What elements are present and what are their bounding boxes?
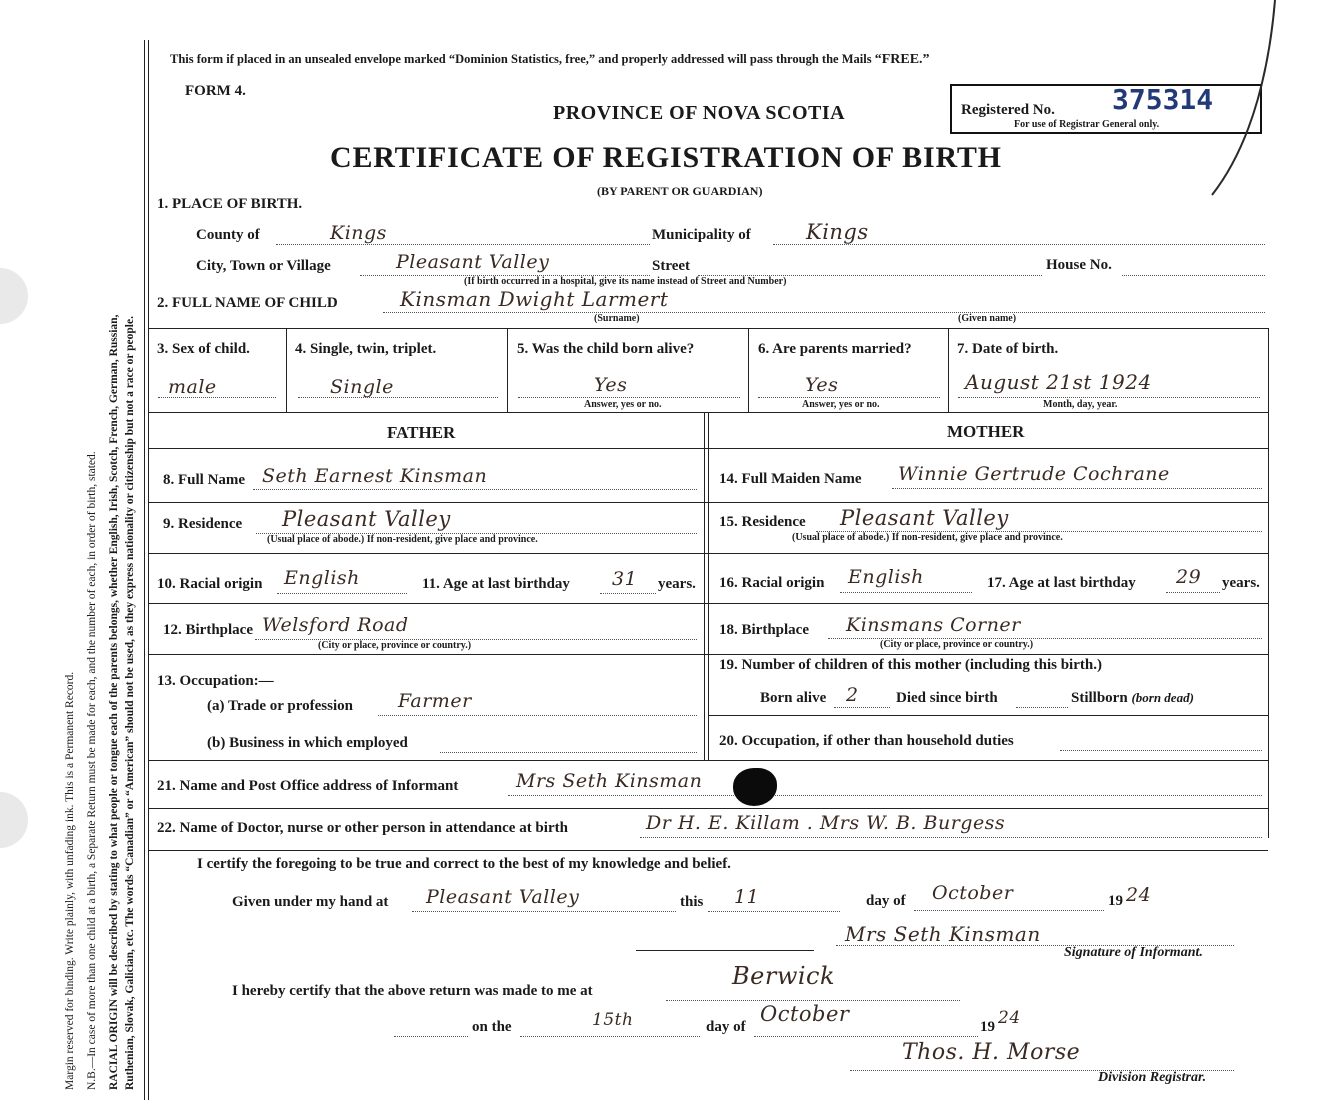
county-label: County of (196, 227, 260, 243)
ink-blot (733, 768, 777, 806)
form-left-border (144, 40, 145, 1100)
mother-residence-value: Pleasant Valley (840, 506, 1009, 530)
margin-note-multiple-births: N.B.—In case of more than one child at a birth, a Separate Return must be made for each, and the number of each, in order of birth, stated. (86, 451, 98, 1090)
given-at-label: Given under my hand at (232, 894, 389, 910)
father-birthplace-note: (City or place, province or country.) (318, 640, 472, 651)
given-year-prefix: 19 (1108, 893, 1123, 909)
municipality-line (773, 244, 1265, 245)
mother-racial-value: English (848, 566, 924, 588)
house-line (1122, 275, 1265, 276)
given-month: October (932, 882, 1014, 904)
father-occupation-label: 13. Occupation:— (157, 673, 274, 689)
registrar-day-line (520, 1036, 700, 1037)
rule-12 (148, 654, 1268, 655)
dob-note: Month, day, year. (1043, 399, 1118, 410)
registrar-on-the-label: on the (472, 1019, 512, 1035)
mother-birthplace-value: Kinsmans Corner (846, 614, 1021, 636)
child-name-label: 2. FULL NAME OF CHILD (157, 295, 338, 311)
registrar-signature: Thos. H. Morse (902, 1040, 1081, 1065)
sex-line (158, 397, 276, 398)
row3-div3 (748, 328, 749, 412)
informant-label: 21. Name and Post Office address of Informant (157, 778, 459, 794)
certify-statement: I certify the foregoing to be true and correct to the best of my knowledge and belief. (197, 856, 731, 872)
single-twin-label: 4. Single, twin, triplet. (295, 341, 437, 357)
form-left-border-inner (148, 40, 149, 1100)
born-alive-note: Answer, yes or no. (584, 399, 662, 410)
business-line (440, 752, 697, 753)
married-line (758, 397, 940, 398)
page-subtitle: (BY PARENT OR GUARDIAN) (597, 184, 763, 198)
died-line (1016, 707, 1068, 708)
registered-number: 375314 (1112, 83, 1214, 116)
mother-residence-label: 15. Residence (719, 514, 806, 530)
place-of-birth-label: 1. PLACE OF BIRTH. (157, 196, 303, 212)
mother-years: years. (1222, 575, 1260, 591)
parents-married-note: Answer, yes or no. (802, 399, 880, 410)
parents-header-rule (148, 448, 1268, 449)
registered-label: Registered No. (961, 102, 1055, 118)
house-no-label: House No. (1046, 257, 1112, 273)
rule-19 (708, 715, 1268, 716)
father-name-line (253, 489, 697, 490)
informant-value: Mrs Seth Kinsman (516, 770, 703, 792)
given-at-line (412, 911, 676, 912)
mail-notice-free: “FREE.” (874, 52, 930, 67)
street-note: (If birth occurred in a hospital, give its name instead of Street and Number) (464, 276, 787, 287)
mail-notice-text: This form if placed in an unsealed envelope marked “Dominion Statistics, free,” and properly addressed will pass through the Mails (170, 52, 872, 66)
signature-stub-line (636, 950, 814, 951)
margin-note-racial-origin-cont: Ruthenian, Slovak, Galician, etc. The words “Canadian” or “American” should not be used, as they express nationality or citizenship but not a race or people. (124, 316, 136, 1090)
mother-header: MOTHER (947, 422, 1025, 441)
mother-birthplace-note: (City or place, province or country.) (880, 639, 1034, 650)
margin-note-racial-origin: RACIAL ORIGIN will be described by stating to what people or tongue each of the parents belongs, whether English, Irish, Scotch, French, German, Russian, (108, 314, 120, 1090)
father-name-value: Seth Earnest Kinsman (262, 465, 488, 487)
municipality-value: Kings (806, 220, 869, 244)
stillborn-text: Stillborn (1071, 690, 1128, 706)
mother-name-line (892, 488, 1262, 489)
registrar-statement: I hereby certify that the above return was made to me at (232, 983, 593, 999)
born-alive-value: Yes (594, 374, 628, 396)
mother-birthplace-label: 18. Birthplace (719, 622, 809, 638)
born-alive-count-label: Born alive (760, 690, 827, 706)
parents-divider-2 (708, 412, 709, 760)
surname-note: (Surname) (594, 313, 640, 324)
given-year-suffix: 24 (1126, 884, 1152, 906)
father-age-line (600, 593, 656, 594)
single-twin-value: Single (330, 376, 394, 398)
informant-signature: Mrs Seth Kinsman (845, 922, 1041, 946)
doctor-line (640, 837, 1262, 838)
registrar-note: For use of Registrar General only. (1014, 119, 1160, 130)
parents-divider (704, 412, 705, 760)
mother-age-value: 29 (1176, 566, 1202, 588)
mother-name-value: Winnie Gertrude Cochrane (898, 463, 1170, 485)
registrar-lead-line (394, 1036, 468, 1037)
trade-value: Farmer (398, 690, 472, 712)
form-number: FORM 4. (185, 83, 246, 99)
registrar-place-line (666, 1000, 960, 1001)
registrar-day-of-label: day of (706, 1019, 746, 1035)
father-age-value: 31 (612, 568, 638, 590)
registrar-month: October (760, 1002, 850, 1026)
given-this-label: this (680, 894, 704, 910)
stillborn-label (1071, 690, 1194, 707)
registrar-month-line (754, 1036, 978, 1037)
born-alive-count-value: 2 (846, 684, 859, 706)
pen-stroke-mark (1200, 0, 1280, 200)
child-name-line (383, 312, 1265, 313)
registrar-place: Berwick (732, 962, 836, 990)
county-line (276, 244, 650, 245)
born-alive-label: 5. Was the child born alive? (517, 341, 695, 357)
parents-married-label: 6. Are parents married? (758, 341, 912, 357)
parents-married-value: Yes (805, 374, 839, 396)
informant-line (508, 795, 1262, 796)
alive-line (518, 397, 740, 398)
trade-line (378, 715, 697, 716)
father-residence-value: Pleasant Valley (282, 507, 451, 531)
father-years: years. (658, 576, 696, 592)
father-birthplace-label: 12. Birthplace (163, 622, 253, 638)
father-birthplace-value: Welsford Road (262, 614, 409, 636)
mother-age-label: 17. Age at last birthday (987, 575, 1136, 591)
row3-div4 (948, 328, 949, 412)
informant-signature-caption: Signature of Informant. (1064, 945, 1203, 960)
father-name-label: 8. Full Name (163, 472, 246, 488)
given-at-place: Pleasant Valley (426, 886, 580, 908)
row3-div2 (507, 328, 508, 412)
father-racial-label: 10. Racial origin (157, 576, 263, 592)
given-day-of-label: day of (866, 893, 906, 909)
province-heading: PROVINCE OF NOVA SCOTIA (553, 102, 846, 124)
given-name-note: (Given name) (958, 313, 1017, 324)
father-header: FATHER (387, 423, 456, 442)
children-count-label: 19. Number of children of this mother (including this birth.) (719, 657, 1102, 673)
page-title: CERTIFICATE OF REGISTRATION OF BIRTH (330, 141, 1002, 174)
rule-parents-bottom (148, 760, 1268, 761)
stillborn-note: (born dead) (1131, 690, 1194, 705)
mother-racial-line (840, 592, 972, 593)
street-label: Street (652, 258, 691, 274)
registrar-day: 15th (592, 1010, 634, 1030)
mail-notice (170, 52, 930, 68)
father-racial-line (277, 593, 407, 594)
registrar-year-suffix: 24 (998, 1008, 1021, 1028)
born-alive-count-line (834, 707, 890, 708)
died-since-birth-label: Died since birth (896, 690, 998, 706)
doctor-value: Dr H. E. Killam . Mrs W. B. Burgess (646, 812, 1006, 834)
mother-age-line (1166, 592, 1220, 593)
mother-name-label: 14. Full Maiden Name (719, 471, 862, 487)
row3-div1 (286, 328, 287, 412)
business-label: (b) Business in which employed (207, 735, 408, 751)
punch-hole-top (0, 268, 28, 324)
sex-value: male (168, 376, 217, 398)
single-line (298, 397, 498, 398)
right-border (1268, 328, 1269, 838)
margin-note-binding: Margin reserved for binding. Write plainly, with unfading ink. This is a Permanent Record. (64, 671, 76, 1090)
father-residence-note: (Usual place of abode.) If non-resident, give place and province. (267, 534, 538, 545)
rule-9 (148, 553, 1268, 554)
rule-8 (148, 502, 1268, 503)
father-age-label: 11. Age at last birthday (422, 576, 570, 592)
mother-occupation-line (1060, 750, 1262, 751)
dob-label: 7. Date of birth. (957, 341, 1059, 357)
given-day-line (708, 911, 840, 912)
rule-10 (148, 603, 1268, 604)
pen-stroke-path (1212, 0, 1275, 195)
county-value: Kings (330, 222, 387, 244)
row3-top-rule (148, 328, 1268, 329)
mother-racial-label: 16. Racial origin (719, 575, 825, 591)
given-month-line (914, 910, 1104, 911)
sex-label: 3. Sex of child. (157, 341, 250, 357)
trade-label: (a) Trade or profession (207, 698, 353, 714)
dob-value: August 21st 1924 (965, 370, 1152, 394)
doctor-label: 22. Name of Doctor, nurse or other person in attendance at birth (157, 820, 568, 836)
registrar-year-prefix: 19 (980, 1019, 995, 1035)
registrar-signature-caption: Division Registrar. (1098, 1070, 1207, 1085)
rule-22 (148, 850, 1268, 851)
municipality-label: Municipality of (652, 227, 751, 243)
given-day: 11 (734, 886, 760, 908)
punch-hole-bottom (0, 792, 28, 848)
dob-line (958, 397, 1260, 398)
city-label: City, Town or Village (196, 258, 331, 274)
mother-residence-note: (Usual place of abode.) If non-resident, give place and province. (792, 532, 1063, 543)
child-name-value: Kinsman Dwight Larmert (400, 287, 669, 311)
city-value: Pleasant Valley (396, 251, 550, 273)
mother-occupation-label: 20. Occupation, if other than household duties (719, 733, 1014, 749)
father-residence-label: 9. Residence (163, 516, 243, 532)
rule-21 (148, 808, 1268, 809)
father-racial-value: English (284, 567, 360, 589)
